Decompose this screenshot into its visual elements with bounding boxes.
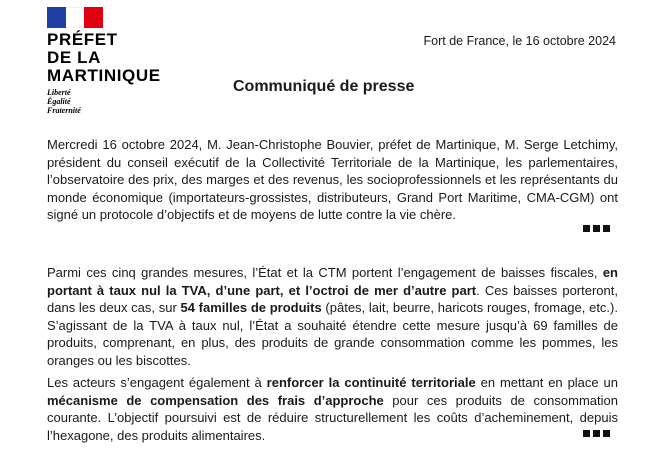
text-run: pour ces produits de consommation courante. L’objectif poursuivi est de réduire structurellement les coûts d’acheminement, depuis l’hexagone, des produits alimentaires.: [47, 392, 618, 443]
section-separator-icon: [583, 430, 610, 437]
prefet-line: MARTINIQUE: [47, 66, 161, 85]
text-run: Parmi ces cinq grandes mesures, l’État et la CTM portent l’engagement de baisses fiscales,: [47, 265, 603, 280]
text-run: (pâtes, lait, beurre, haricots rouges, fromage, etc.). S’agissant de la TVA à taux nul, l’État a souhaité étendre cette mesure jusqu’à 69 familles de produits, comprenant, en plus, des produits de grande consommation comme les pommes, les oranges ou les biscottes.: [47, 300, 618, 368]
republic-motto: [47, 88, 182, 115]
french-flag-icon: [47, 7, 103, 28]
paragraph-2: [47, 264, 618, 370]
text-run: . Ces baisses porteront, dans les deux cas, sur: [47, 282, 618, 316]
bold-run: 54 familles de produits: [180, 300, 322, 316]
page-title: Communiqué de presse: [233, 78, 415, 95]
text-run: Les acteurs s’engagent également à: [47, 375, 267, 390]
bold-run: renforcer la continuité territoriale: [266, 375, 476, 390]
section-separator-icon: [583, 225, 610, 232]
dateline: Fort de France, le 16 octobre 2024: [423, 34, 616, 48]
paragraph-1: Mercredi 16 octobre 2024, M. Jean-Christophe Bouvier, préfet de Martinique, M. Serge Letchimy, président du conseil exécutif de la Collectivité Territoriale de la Martinique, les parlementaires, l’observatoire des prix, des marges et des revenus, les socioprofessionnels et les représentants du monde économique (importateurs-grossistes, distributeurs, Grand Port Maritime, CMA-CGM) ont signé un protocole d’objectifs et de moyens de lutte contre la vie chère.: [47, 137, 618, 223]
prefet-line: PRÉFET: [47, 30, 118, 49]
prefet-line: DE LA: [47, 48, 101, 67]
bold-run: en portant à taux nul la TVA, d’une part, et l’octroi de mer d’autre part: [47, 265, 618, 298]
prefecture-logo: [47, 7, 182, 115]
prefet-name: [47, 31, 182, 85]
paragraph-3: [47, 374, 618, 444]
motto-line: Liberté: [47, 88, 71, 97]
bold-run: mécanisme de compensation des frais d’approche: [47, 392, 384, 408]
motto-line: Fraternité: [47, 106, 81, 115]
text-run: en mettant en place un: [475, 375, 619, 390]
motto-line: Égalité: [47, 97, 71, 106]
